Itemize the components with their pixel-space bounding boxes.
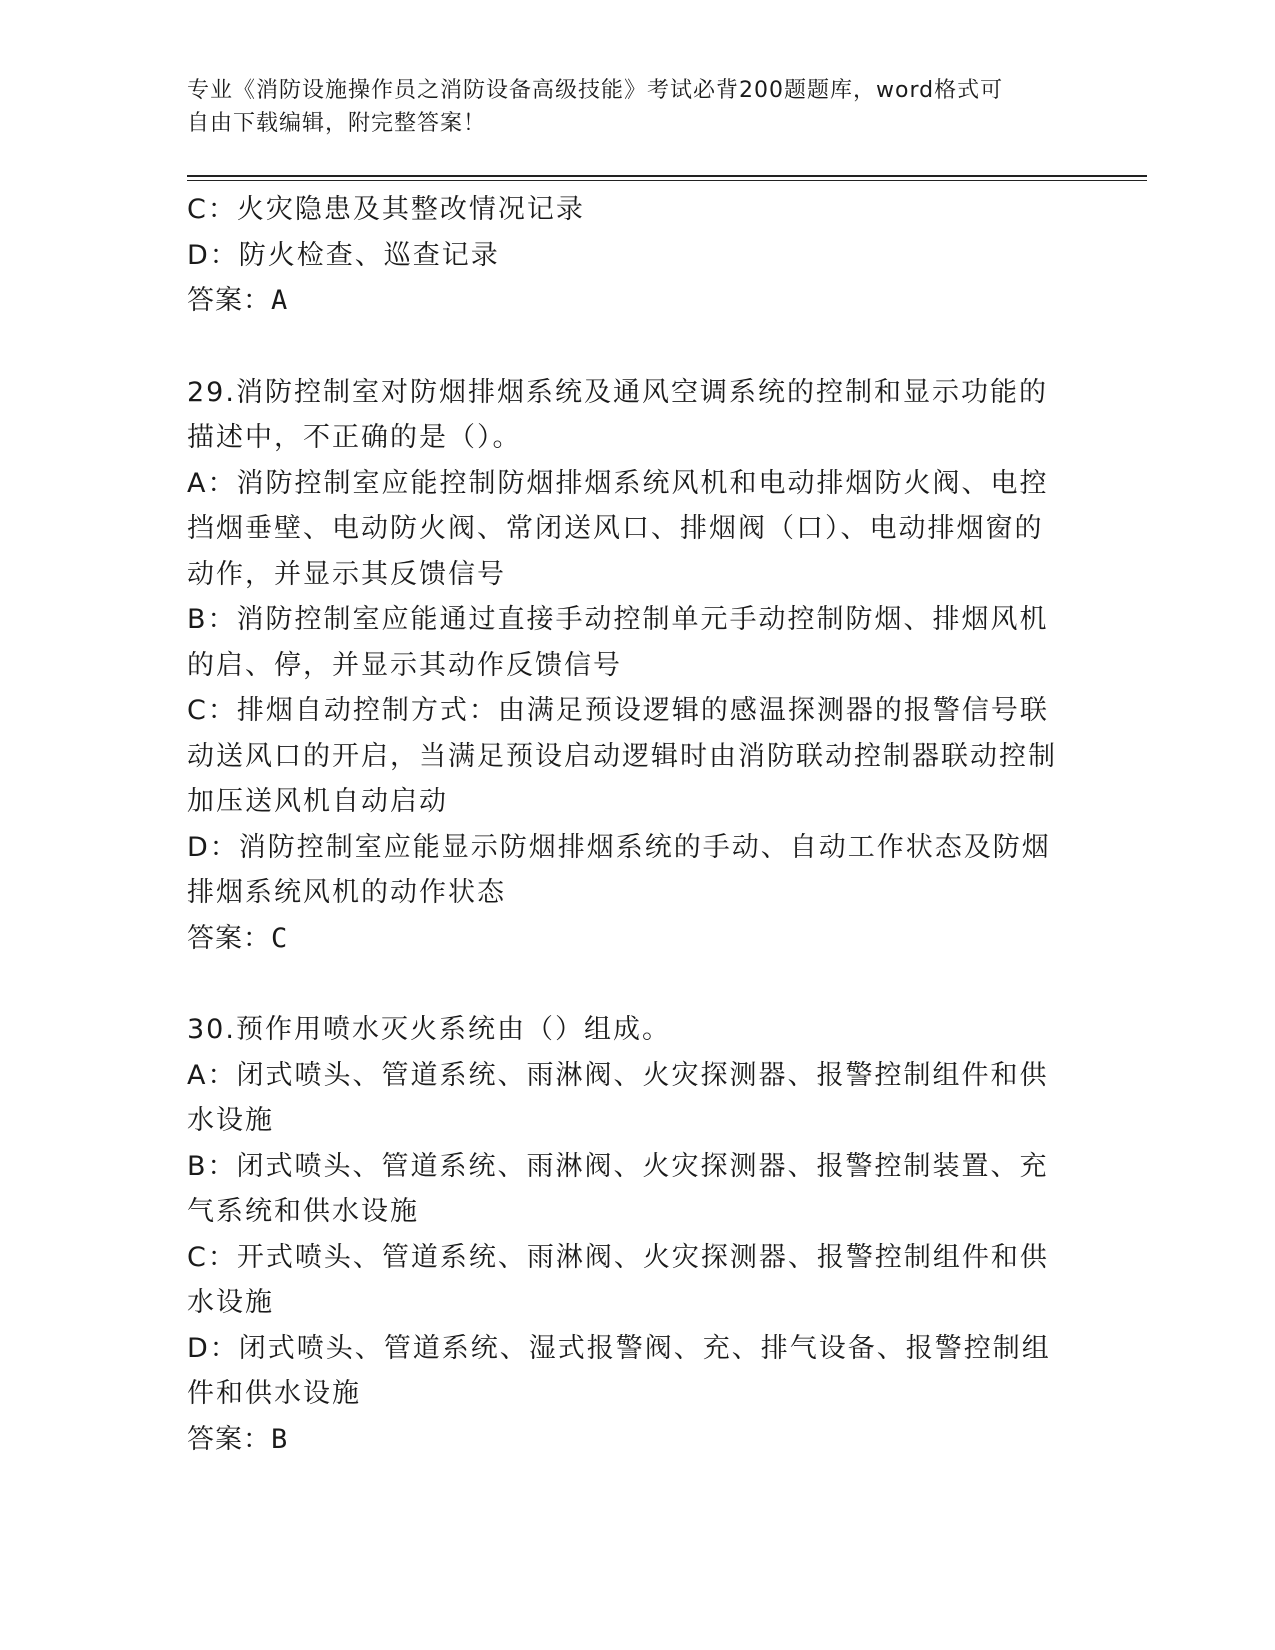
answer-label: 答案： [187,1423,271,1455]
option-d: D：防火检查、巡查记录 [187,239,500,271]
question-30 [187,1007,1067,1462]
prev-question-block [187,187,1067,324]
answer-value: A [271,285,289,316]
header-line-2: 自由下载编辑，附完整答案！ [187,111,487,136]
answer-line [187,1417,1067,1463]
option-c: C：开式喷头、管道系统、雨淋阀、火灾探测器、报警控制组件和供水设施 [187,1241,1049,1318]
option-d: D：闭式喷头、管道系统、湿式报警阀、充、排气设备、报警控制组件和供水设施 [187,1332,1051,1409]
question-stem: 29.消防控制室对防烟排烟系统及通风空调系统的控制和显示功能的描述中，不正确的是（）。 [187,376,1048,453]
option-d: D：消防控制室应能显示防烟排烟系统的手动、自动工作状态及防烟排烟系统风机的动作状态 [187,831,1051,908]
answer-label: 答案： [187,922,271,954]
answer-value: B [271,1423,289,1455]
answer-line [187,916,1067,962]
document-header [187,74,1067,140]
option-a: A：闭式喷头、管道系统、雨淋阀、火灾探测器、报警控制组件和供水设施 [187,1059,1049,1136]
option-c: C：火灾隐患及其整改情况记录 [187,194,585,225]
spacer [187,961,1067,1007]
question-content [187,187,1067,1462]
header-divider [187,175,1147,177]
option-b: B：消防控制室应能通过直接手动控制单元手动控制防烟、排烟风机的启、停，并显示其动作反馈信号 [187,604,1049,681]
option-c: C：排烟自动控制方式：由满足预设逻辑的感温探测器的报警信号联动送风口的开启，当满足预设启动逻辑时由消防联动控制器联动控制加压送风机自动启动 [187,695,1057,817]
answer-value: C [271,922,289,954]
header-line-1: 专业《消防设施操作员之消防设备高级技能》考试必背200题题库，word格式可 [187,78,1004,103]
option-a: A：消防控制室应能控制防烟排烟系统风机和电动排烟防火阀、电控挡烟垂壁、电动防火阀、常闭送风口、排烟阀（口）、电动排烟窗的动作，并显示其反馈信号 [187,467,1049,590]
question-stem: 30.预作用喷水灭火系统由（）组成。 [187,1014,671,1045]
question-29 [187,370,1067,962]
spacer [187,324,1067,370]
answer-label: 答案： [187,285,271,316]
answer-line [187,278,1067,324]
option-b: B：闭式喷头、管道系统、雨淋阀、火灾探测器、报警控制装置、充气系统和供水设施 [187,1150,1049,1227]
header-divider-thin [187,180,1147,181]
